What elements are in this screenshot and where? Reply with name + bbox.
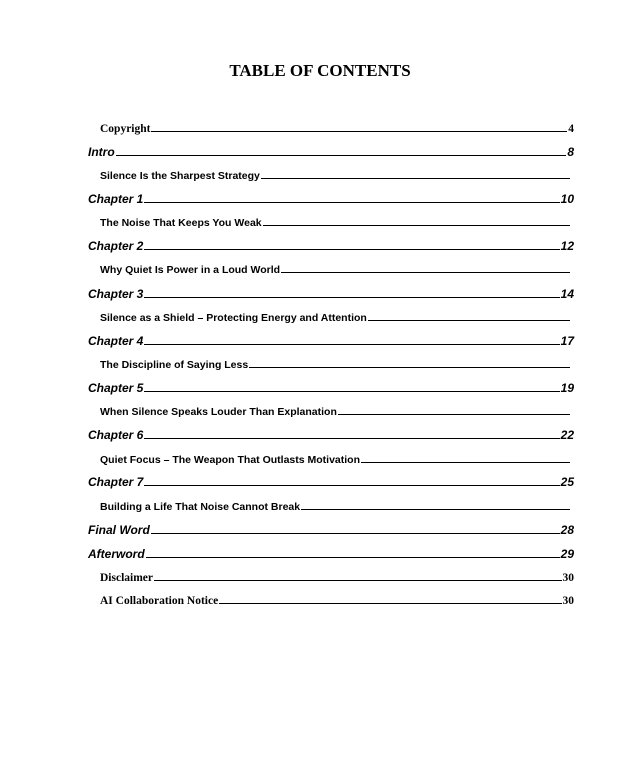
- toc-entry-label: Final Word: [88, 523, 150, 537]
- toc-entry-chapter-4[interactable]: [88, 332, 574, 348]
- toc-entry-label: Intro: [88, 145, 115, 159]
- toc-page-number: 30: [562, 572, 574, 584]
- toc-entry-label: Chapter 1: [88, 192, 144, 206]
- toc-page-number: 29: [560, 547, 574, 561]
- toc-entry-chapter-7[interactable]: [88, 473, 574, 489]
- toc-page-number: 22: [560, 428, 574, 442]
- toc-subentry-7[interactable]: [100, 450, 570, 466]
- toc-subentry-8[interactable]: [100, 497, 570, 513]
- toc-page-number: 17: [560, 334, 574, 348]
- toc-entry-chapter-3[interactable]: [88, 285, 574, 301]
- toc-leader-line: [368, 320, 570, 321]
- toc-entry-chapter-5[interactable]: [88, 379, 574, 395]
- toc-leader-line: [263, 225, 570, 226]
- toc-entry-label: Chapter 6: [88, 428, 144, 442]
- toc-page-number: 8: [567, 145, 574, 159]
- toc-entry-copyright[interactable]: [100, 119, 574, 135]
- toc-entry-label: When Silence Speaks Louder Than Explanation: [100, 406, 337, 418]
- toc-page-number: 14: [560, 287, 574, 301]
- toc-subentry-2[interactable]: [100, 213, 570, 229]
- toc-entry-intro[interactable]: [88, 143, 574, 159]
- toc-leader-line: [338, 414, 570, 415]
- toc-leader-line: [144, 438, 559, 439]
- toc-leader-line: [144, 485, 559, 486]
- toc-leader-line: [144, 344, 559, 345]
- toc-entry-label: Silence Is the Sharpest Strategy: [100, 170, 260, 182]
- toc-entry-label: The Noise That Keeps You Weak: [100, 217, 262, 229]
- toc-leader-line: [249, 367, 570, 368]
- toc-subentry-5[interactable]: [100, 355, 570, 371]
- toc-entry-chapter-6[interactable]: [88, 426, 574, 442]
- toc-leader-line: [361, 462, 570, 463]
- toc-leader-line: [151, 131, 567, 132]
- toc-leader-line: [281, 272, 570, 273]
- toc-page-number: 19: [560, 381, 574, 395]
- toc-page-number: 4: [568, 123, 574, 135]
- toc-entry-ai-collaboration-notice[interactable]: [100, 591, 574, 607]
- toc-entry-label: Afterword: [88, 547, 145, 561]
- toc-entry-chapter-1[interactable]: [88, 190, 574, 206]
- toc-page-number: 12: [560, 239, 574, 253]
- toc-leader-line: [116, 155, 567, 156]
- toc-subentry-6[interactable]: [100, 402, 570, 418]
- toc-leader-line: [154, 580, 561, 581]
- toc-entry-label: Silence as a Shield – Protecting Energy and Attention: [100, 312, 367, 324]
- toc-leader-line: [144, 297, 559, 298]
- toc-entry-label: Why Quiet Is Power in a Loud World: [100, 264, 281, 276]
- toc-entry-final-word[interactable]: [88, 521, 574, 537]
- toc-subentry-1[interactable]: [100, 166, 570, 182]
- toc-entry-label: Chapter 7: [88, 475, 144, 489]
- toc-entry-label: Disclaimer: [100, 572, 154, 584]
- toc-leader-line: [146, 557, 560, 558]
- toc-page-number: 10: [560, 192, 574, 206]
- toc-leader-line: [301, 509, 570, 510]
- toc-page-number: 25: [560, 475, 574, 489]
- toc-entry-label: Quiet Focus – The Weapon That Outlasts Motivation: [100, 454, 360, 466]
- toc-entry-chapter-2[interactable]: [88, 237, 574, 253]
- toc-page-number: 28: [560, 523, 574, 537]
- toc-leader-line: [144, 249, 559, 250]
- toc-leader-line: [151, 533, 560, 534]
- toc-subentry-4[interactable]: [100, 308, 570, 324]
- toc-entry-label: Chapter 3: [88, 287, 144, 301]
- toc-entry-label: AI Collaboration Notice: [100, 595, 219, 607]
- toc-leader-line: [144, 391, 559, 392]
- toc-entry-label: Building a Life That Noise Cannot Break: [100, 501, 301, 513]
- toc-entry-label: The Discipline of Saying Less: [100, 359, 249, 371]
- toc-leader-line: [261, 178, 570, 179]
- toc-entry-label: Chapter 2: [88, 239, 144, 253]
- toc-page-number: 30: [562, 595, 574, 607]
- toc-entry-disclaimer[interactable]: [100, 568, 574, 584]
- page-title: TABLE OF CONTENTS: [229, 61, 411, 80]
- toc-entry-label: Chapter 5: [88, 381, 144, 395]
- toc-leader-line: [144, 202, 559, 203]
- toc-entry-label: Copyright: [100, 123, 151, 135]
- toc-entry-label: Chapter 4: [88, 334, 144, 348]
- toc-subentry-3[interactable]: [100, 260, 570, 276]
- toc-entry-afterword[interactable]: [88, 545, 574, 561]
- toc-leader-line: [219, 603, 561, 604]
